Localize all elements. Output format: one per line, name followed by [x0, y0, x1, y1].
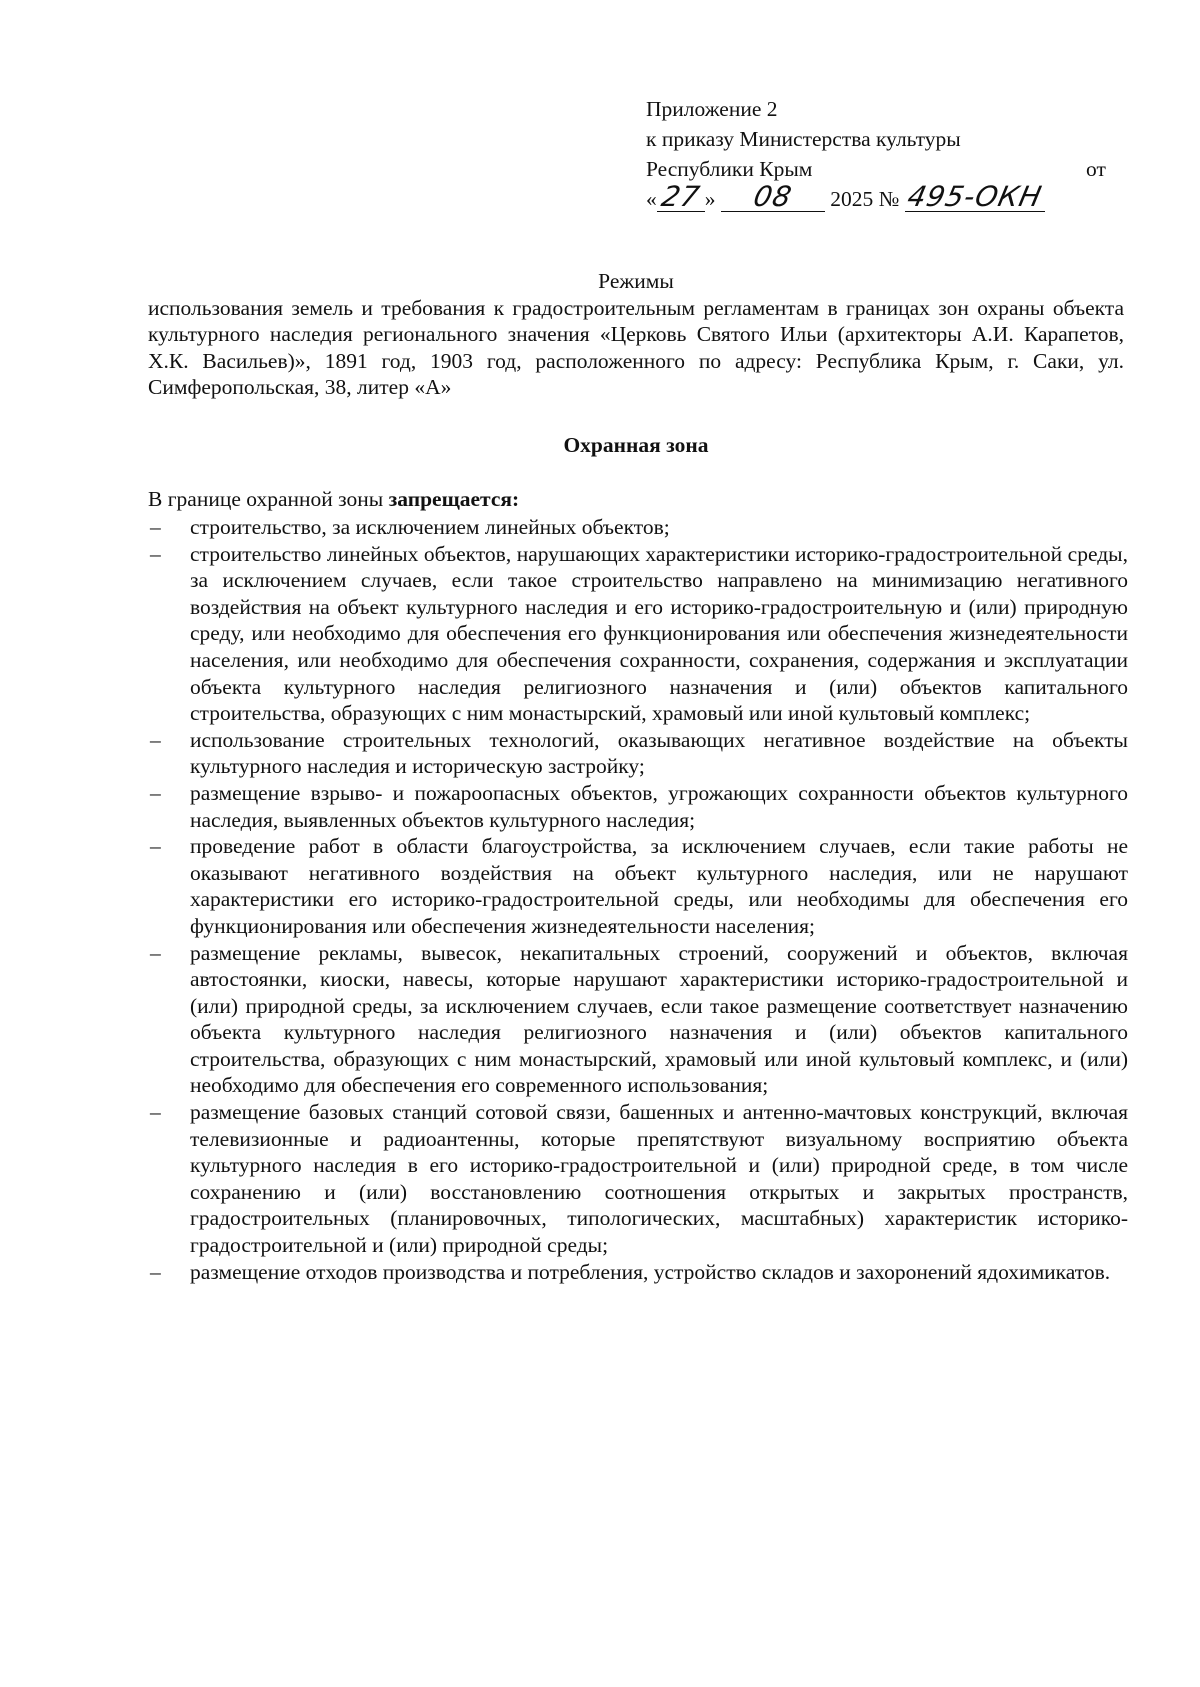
- date-year-prefix: 2025 №: [830, 187, 900, 211]
- order-number-field: [904, 180, 1045, 213]
- appendix-date-line: [646, 180, 1126, 214]
- list-item: [148, 833, 1128, 939]
- list-item-text: размещение отходов производства и потребления, устройство складов и захоронений ядохимикатов.: [190, 1259, 1111, 1284]
- dash-bullet: –: [150, 834, 161, 859]
- list-item-text: размещение взрыво- и пожароопасных объектов, угрожающих сохранности объектов культурного наследия, выявленных объектов культурного наследия;: [190, 780, 1128, 832]
- date-day-field: [657, 180, 705, 213]
- prohibitions-list: [148, 514, 1128, 1285]
- intro-prefix: В границе охранной зоны: [148, 487, 389, 511]
- dash-bullet: –: [150, 727, 161, 752]
- date-month-field: [721, 180, 825, 213]
- dash-bullet: –: [150, 1100, 161, 1125]
- list-item: [148, 541, 1128, 727]
- appendix-republic: [646, 154, 1126, 184]
- date-open-quote: «: [646, 187, 657, 211]
- list-item-text: размещение рекламы, вывесок, некапитальных строений, сооружений и объектов, включая автостоянки, киоски, навесы, которые нарушают характеристики историко-градостроительной и (или) природной среды, за исключением случаев, если такое размещение соответствует назначению объекта культурного наследия религиозного назначения и (или) объектов капитального строительства, образующих с ним монастырский, храмовый или иной культовый комплекс, и (или) необходимо для обеспечения его современного использования;: [190, 940, 1128, 1098]
- list-item-text: использование строительных технологий, оказывающих негативное воздействие на объекты культурного наследия и историческую застройку;: [190, 727, 1128, 779]
- date-month-handwritten: 08: [750, 180, 796, 213]
- dash-bullet: –: [150, 780, 161, 805]
- title-heading: Режимы: [598, 269, 674, 293]
- dash-bullet: –: [150, 515, 161, 539]
- list-item: [148, 1259, 1128, 1286]
- dash-bullet: –: [150, 541, 161, 566]
- list-item-text: проведение работ в области благоустройства, за исключением случаев, если такие работы не оказывают негативного воздействия на объект культурного наследия, или не нарушают характеристики его историко-градостроительной среды, или необходимы для обеспечения его функционирования или обеспечения жизнедеятельности населения;: [190, 834, 1128, 938]
- list-item: [148, 780, 1128, 833]
- list-item: [148, 727, 1128, 780]
- dash-bullet: –: [150, 1259, 161, 1284]
- order-number-handwritten: 495-ОКН: [904, 180, 1045, 213]
- list-item: [148, 1099, 1128, 1259]
- appendix-header: [646, 94, 1126, 214]
- title-body: использования земель и требования к градостроительным регламентам в границах зон охраны объекта культурного наследия регионального значения «Церковь Святого Ильи (архитекторы А.И. Карапетов, Х.К. Васильев)», 1891 год, 1903 год, расположенного по адресу: Республика Крым, г. Саки, ул. Симферопольская, 38, литер «А»: [148, 295, 1124, 400]
- dash-bullet: –: [150, 940, 161, 965]
- list-item-text: размещение базовых станций сотовой связи, башенных и антенно-мачтовых конструкций, включая телевизионные и радиоантенны, которые препятствуют визуальному восприятию объекта культурного наследия в его историко-градостроительной и (или) природной среде, в том числе сохранению и (или) восстановлению соотношения открытых и закрытых пространств, градостроительных (планировочных, типологических, масштабных) характеристик историко-градостроительной и (или) природной среды;: [190, 1100, 1128, 1258]
- list-item: [148, 514, 1128, 541]
- intro-bold: запрещается:: [388, 487, 520, 511]
- list-item-text: строительство линейных объектов, нарушающих характеристики историко-градостроительной среды, за исключением случаев, если такое строительство направлено на минимизацию негативного воздействия на объект культурного наследия и его историко-градостроительную и (или) природную среду, или необходимо для обеспечения его функционирования или обеспечения жизнедеятельности населения, или необходимо для обеспечения сохранности, сохранения, содержания и эксплуатации объекта культурного наследия религиозного назначения и (или) объектов капитального строительства, образующих с ним монастырский, храмовый или иной культовый комплекс;: [190, 541, 1128, 726]
- appendix-from-label: от: [1086, 157, 1106, 181]
- list-item: [148, 940, 1128, 1100]
- document-title: [148, 268, 1124, 401]
- date-day-handwritten: 27: [658, 180, 704, 213]
- appendix-title: Приложение 2: [646, 97, 778, 121]
- appendix-republic-text: Республики Крым: [646, 157, 813, 181]
- appendix-order-ref: к приказу Министерства культуры: [646, 127, 961, 151]
- date-close-quote: »: [704, 187, 716, 211]
- list-item-text: строительство, за исключением линейных объектов;: [190, 515, 670, 539]
- section-heading: Охранная зона: [563, 433, 709, 457]
- intro-paragraph: [148, 486, 1124, 513]
